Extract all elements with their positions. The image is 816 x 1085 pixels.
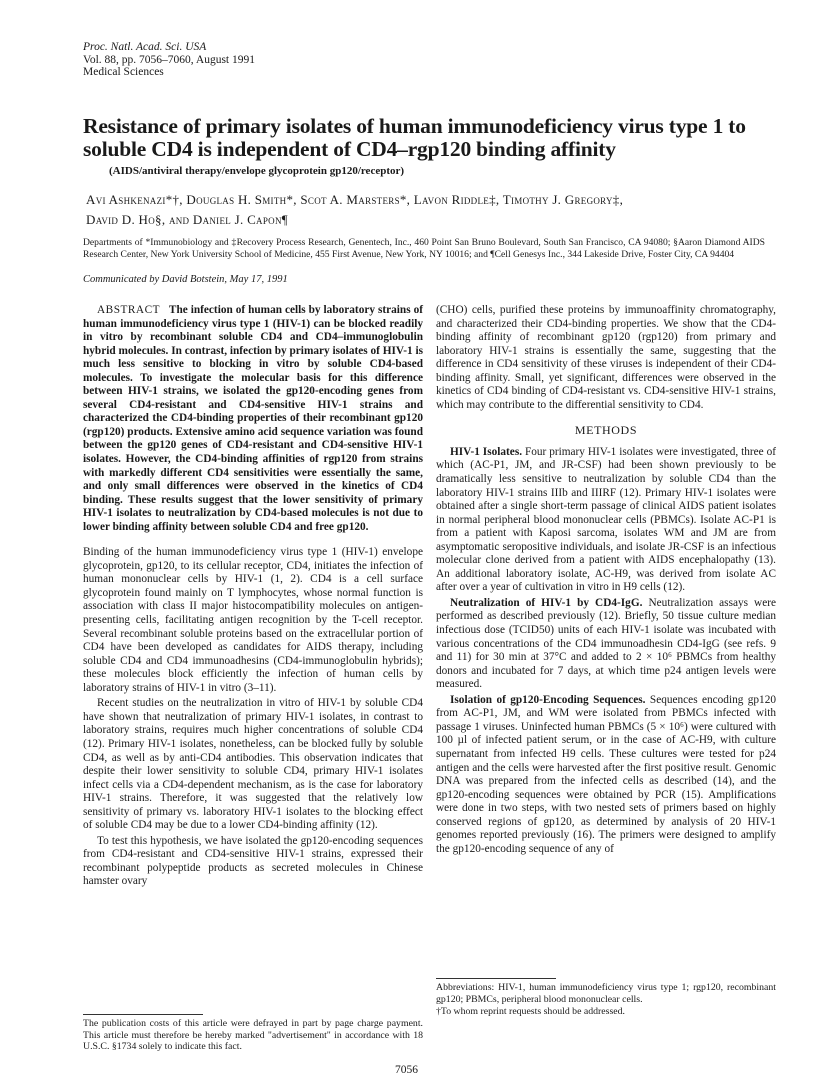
runin-heading: Neutralization of HIV-1 by CD4-IgG. xyxy=(450,596,643,609)
intro-paragraph-1: Binding of the human immunodeficiency virus type 1 (HIV-1) envelope glycoprotein, gp120, to its cellular receptor, CD4, initiates the infection of human mononuclear cells by HIV-1 (1, 2). CD4 is a cell surface glycoprotein found mainly on T lymphocytes, whose normal function is association with class II major histocompatibility molecules on antigen-presenting cells, facilitating antigen recognition by the T-cell receptor. Several recombinant soluble proteins based on the extracellular portion of CD4 have been developed as candidates for AIDS therapy, including soluble CD4 and CD4 immunoadhesins (CD4-immunoglobulin hybrids); these molecules block efficiently the infection of human cells by laboratory strains of HIV-1 in vitro (3–11). xyxy=(83,546,423,694)
runin-heading: Isolation of gp120-Encoding Sequences. xyxy=(450,693,646,706)
methods-heading: METHODS xyxy=(574,423,638,438)
paragraph-text: Sequences encoding gp120 from AC-P1, JM, and WM were isolated from PBMCs infected with passage 1 viruses. Uninfected human PBMCs (5 × 10⁶) were cultured with 100 µl of infected patient serum, or in the case of AC-H9, with culture supernatant from infected H9 cells. These cultures were tested for p24 antigen and the cells were harvested after the first positive result. Genomic DNA was prepared from the infected cells as described (14), and the gp120-encoding sequences were obtained by PCR (15). Amplifications were done in two steps, with two nested sets of primers based on highly conserved regions of gp120, as determined by analysis of 20 HIV-1 genomes reported previously (16). The primers were designed to amplify the gp120-encoding sequence of any of xyxy=(436,693,777,855)
authors-line-1: Avi Ashkenazi*†, Douglas H. Smith*, Scot A. Marsters*, Lavon Riddle‡, Timothy J. Gregory‡, xyxy=(86,192,624,207)
affiliations: Departments of *Immunobiology and ‡Recovery Process Research, Genentech, Inc., 460 Point San Bruno Boulevard, South San Francisco, CA 94080; §Aaron Diamond AIDS Research Center, New York University School of Medicine, 455 First Avenue, New York, NY 10016; and ¶Cell Genesys Inc., 344 Lakeside Drive, Foster City, CA 94404 xyxy=(83,237,765,260)
footnote-divider-right xyxy=(436,978,556,979)
footnote-divider-left xyxy=(83,1014,203,1015)
intro-paragraph-3: To test this hypothesis, we have isolated the gp120-encoding sequences from CD4-resistant and CD4-sensitive HIV-1 strains, expressed their recombinant polypeptide products as secreted molecules in Chinese hamster ovary xyxy=(83,834,423,888)
methods-paragraph-neutralization xyxy=(436,597,776,692)
keywords: (AIDS/antiviral therapy/envelope glycoprotein gp120/receptor) xyxy=(109,165,405,177)
journal-section: Medical Sciences xyxy=(83,66,164,78)
intro-paragraph-continued: (CHO) cells, purified these proteins by immunoaffinity chromatography, and characterized their CD4-binding properties. We show that the CD4-binding affinity of recombinant gp120 (rgp120) from primary and laboratory HIV-1 strains is essentially the same, suggesting that the difference in CD4 sensitivity of these viruses is independent of their CD4-binding affinity. Small, yet significant, differences were observed in the kinetics of CD4 binding of CD4-resistant vs. CD4-sensitive HIV-1 strains, which may contribute to the differential sensitivity to CD4. xyxy=(436,304,776,411)
runin-heading: HIV-1 Isolates. xyxy=(450,445,523,458)
author-list xyxy=(86,190,766,229)
reprint-footnote: †To whom reprint requests should be addressed. xyxy=(436,1006,625,1017)
authors-line-2: David D. Ho§, and Daniel J. Capon¶ xyxy=(86,211,288,227)
intro-paragraph-2: Recent studies on the neutralization in vitro of HIV-1 by soluble CD4 have shown that neutralization of primary HIV-1 isolates, in contrast to laboratory strains, requires much higher concentrations of soluble CD4 (12). Primary HIV-1 isolates, nonetheless, can be blocked fully by soluble CD4, as well as by anti-CD4 antibodies. This observation indicates that despite their lower sensitivity to soluble CD4, primary HIV-1 isolates infect cells via a CD4-dependent mechanism, as is the case for laboratory HIV-1 strains. Therefore, it was suggested that the relatively low sensitivity of primary vs. laboratory HIV-1 isolates to the blocking effect of soluble CD4 may be due to a lower CD4-binding affinity (12). xyxy=(83,697,423,832)
right-column xyxy=(436,304,776,858)
paragraph-text: Four primary HIV-1 isolates were investigated, three of which (AC-P1, JM, and JR-CSF) had been shown previously to be dramatically less sensitive to neutralization by soluble CD4 than the laboratory HIV-1 strains IIIb and IIIRF (12). Primary HIV-1 isolates were obtained after a single short-term passage of clinical AIDS patient isolates in normal peripheral blood mononuclear cells (PBMCs). Isolate AC-P1 is from a patient with Kaposi sarcoma, isolates WM and JM are from asymptomatic seropositive individuals, and isolate JR-CSF is an infectious molecular clone derived from a patient with AIDS encephalopathy (13). An additional laboratory isolate, AC-H9, was derived from isolate AC after over a year of cultivation in vitro in H9 cells (12). xyxy=(436,445,777,594)
abstract xyxy=(83,304,423,534)
abstract-heading: ABSTRACT xyxy=(97,304,161,316)
abstract-text: The infection of human cells by laboratory strains of human immunodeficiency virus type 1 (HIV-1) can be blocked readily in vitro by recombinant soluble CD4 and CD4–immunoglobulin hybrid molecules. In contrast, infection by primary isolates of HIV-1 is much less sensitive to blocking in vitro by soluble CD4-based molecules. To investigate the molecular basis for this difference between HIV-1 strains, we isolated the gp120-encoding genes from several CD4-resistant and CD4-sensitive HIV-1 strains and characterized the CD4-binding properties of their recombinant gp120 (rgp120) products. Extensive amino acid sequence variation was found between the gp120 genes of CD4-resistant and CD4-sensitive HIV-1 isolates. However, the CD4-binding affinities of rgp120 from strains with markedly different CD4 sensitivities were essentially the same, and only small differences were observed in the kinetics of CD4 binding. These results suggest that the lower sensitivity of primary HIV-1 isolates to neutralization by CD4-based molecules is not due to lower binding affinity between soluble CD4 and free gp120. xyxy=(83,304,423,533)
journal-name: Proc. Natl. Acad. Sci. USA xyxy=(83,41,207,53)
journal-volume: Vol. 88, pp. 7056–7060, August 1991 xyxy=(83,53,255,66)
paragraph-text: Neutralization assays were performed as described previously (12). Briefly, 50 tissue culture median infectious dose (TCID50) units of each HIV-1 isolate was incubated with various concentrations of the CD4 immunoadhesin CD4-IgG (see refs. 9 and 11) for 30 min at 37°C and added to 2 × 10⁶ PBMCs from healthy donors and incubated for 7 days, at which time p24 antigen levels were measured. xyxy=(436,596,777,691)
page-number: 7056 xyxy=(395,1064,418,1076)
methods-paragraph-isolates xyxy=(436,446,776,595)
communicated-by: Communicated by David Botstein, May 17, 1991 xyxy=(83,274,288,285)
journal-header xyxy=(83,41,255,79)
article-title: Resistance of primary isolates of human immunodeficiency virus type 1 to soluble CD4 is independent of CD4–rgp120 binding affinity xyxy=(83,114,746,161)
methods-paragraph-isolation xyxy=(436,694,776,857)
publication-cost-footnote: The publication costs of this article were defrayed in part by page charge payment. This article must therefore be hereby marked "advertisement" in accordance with 18 U.S.C. §1734 solely to indicate this fact. xyxy=(83,1018,423,1052)
abbreviations-footnote: Abbreviations: HIV-1, human immunodeficiency virus type 1; rgp120, recombinant gp120; PBMCs, peripheral blood mononuclear cells. xyxy=(436,982,776,1005)
left-column xyxy=(83,304,423,891)
